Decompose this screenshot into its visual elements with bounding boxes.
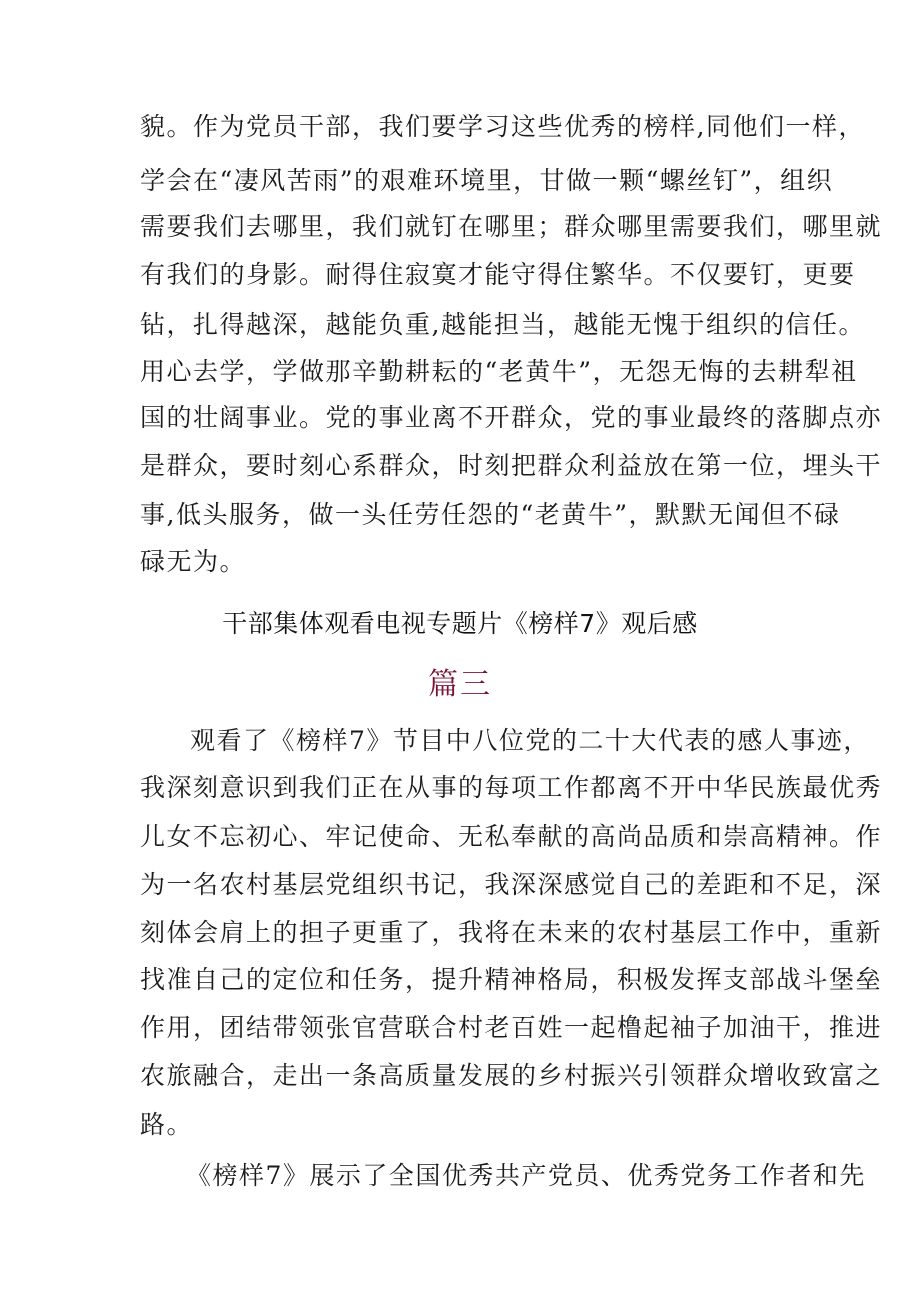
text-line: 我深刻意识到我们正在从事的每项工作都离不开中华民族最优秀: [140, 773, 883, 802]
text-line: 貌。作为党员干部，我们要学习这些优秀的榜样,同他们一样，: [140, 112, 865, 141]
text-line: 是群众，要时刻心系群众，时刻把群众利益放在第一位，埋头干: [140, 451, 883, 480]
text-line: 观看了《榜样7》节目中八位党的二十大代表的感人事迹，: [190, 726, 870, 755]
text-line: 儿女不忘初心、牢记使命、无私奉献的高尚品质和崇高精神。作: [140, 822, 883, 851]
text-line: 路。: [140, 1110, 194, 1139]
text-line: 碌无为。: [140, 547, 247, 576]
text-line: 用心去学，学做那辛勤耕耘的“老黄牛”，无怨无悔的去耕犁祖: [140, 357, 858, 386]
text-line: 找准自己的定位和任务，提升精神格局，积极发挥支部战斗堡垒: [140, 965, 883, 994]
text-line: 《榜样7》展示了全国优秀共产党员、优秀党务工作者和先: [186, 1161, 866, 1190]
text-line: 刻体会肩上的担子更重了，我将在未来的农村基层工作中，重新: [140, 918, 883, 947]
text-line: 学会在“凄风苦雨”的艰难环境里，甘做一颗“螺丝钉”，组织: [140, 166, 834, 195]
article-title: 干部集体观看电视专题片《榜样7》观后感: [222, 609, 698, 638]
text-line: 有我们的身影。耐得住寂寞才能守得住繁华。不仅要钉，更要: [140, 260, 856, 289]
text-line: 事,低头服务，做一头任劳任怨的“老黄牛”，默默无闻但不碌: [140, 500, 841, 529]
chapter-heading: 篇三: [428, 667, 492, 702]
text-line: 为一名农村基层党组织书记，我深深感觉自己的差距和不足，深: [140, 870, 883, 899]
text-line: 国的壮阔事业。党的事业离不开群众，党的事业最终的落脚点亦: [140, 403, 883, 432]
text-line: 钻，扎得越深，越能负重,越能担当，越能无愧于组织的信任。: [140, 310, 865, 339]
text-line: 作用，团结带领张官营联合村老百姓一起橹起袖子加油干，推进: [140, 1013, 883, 1042]
text-line: 农旅融合，走出一条高质量发展的乡村振兴引领群众增收致富之: [140, 1061, 883, 1090]
text-line: 需要我们去哪里，我们就钉在哪里；群众哪里需要我们，哪里就: [140, 212, 883, 241]
